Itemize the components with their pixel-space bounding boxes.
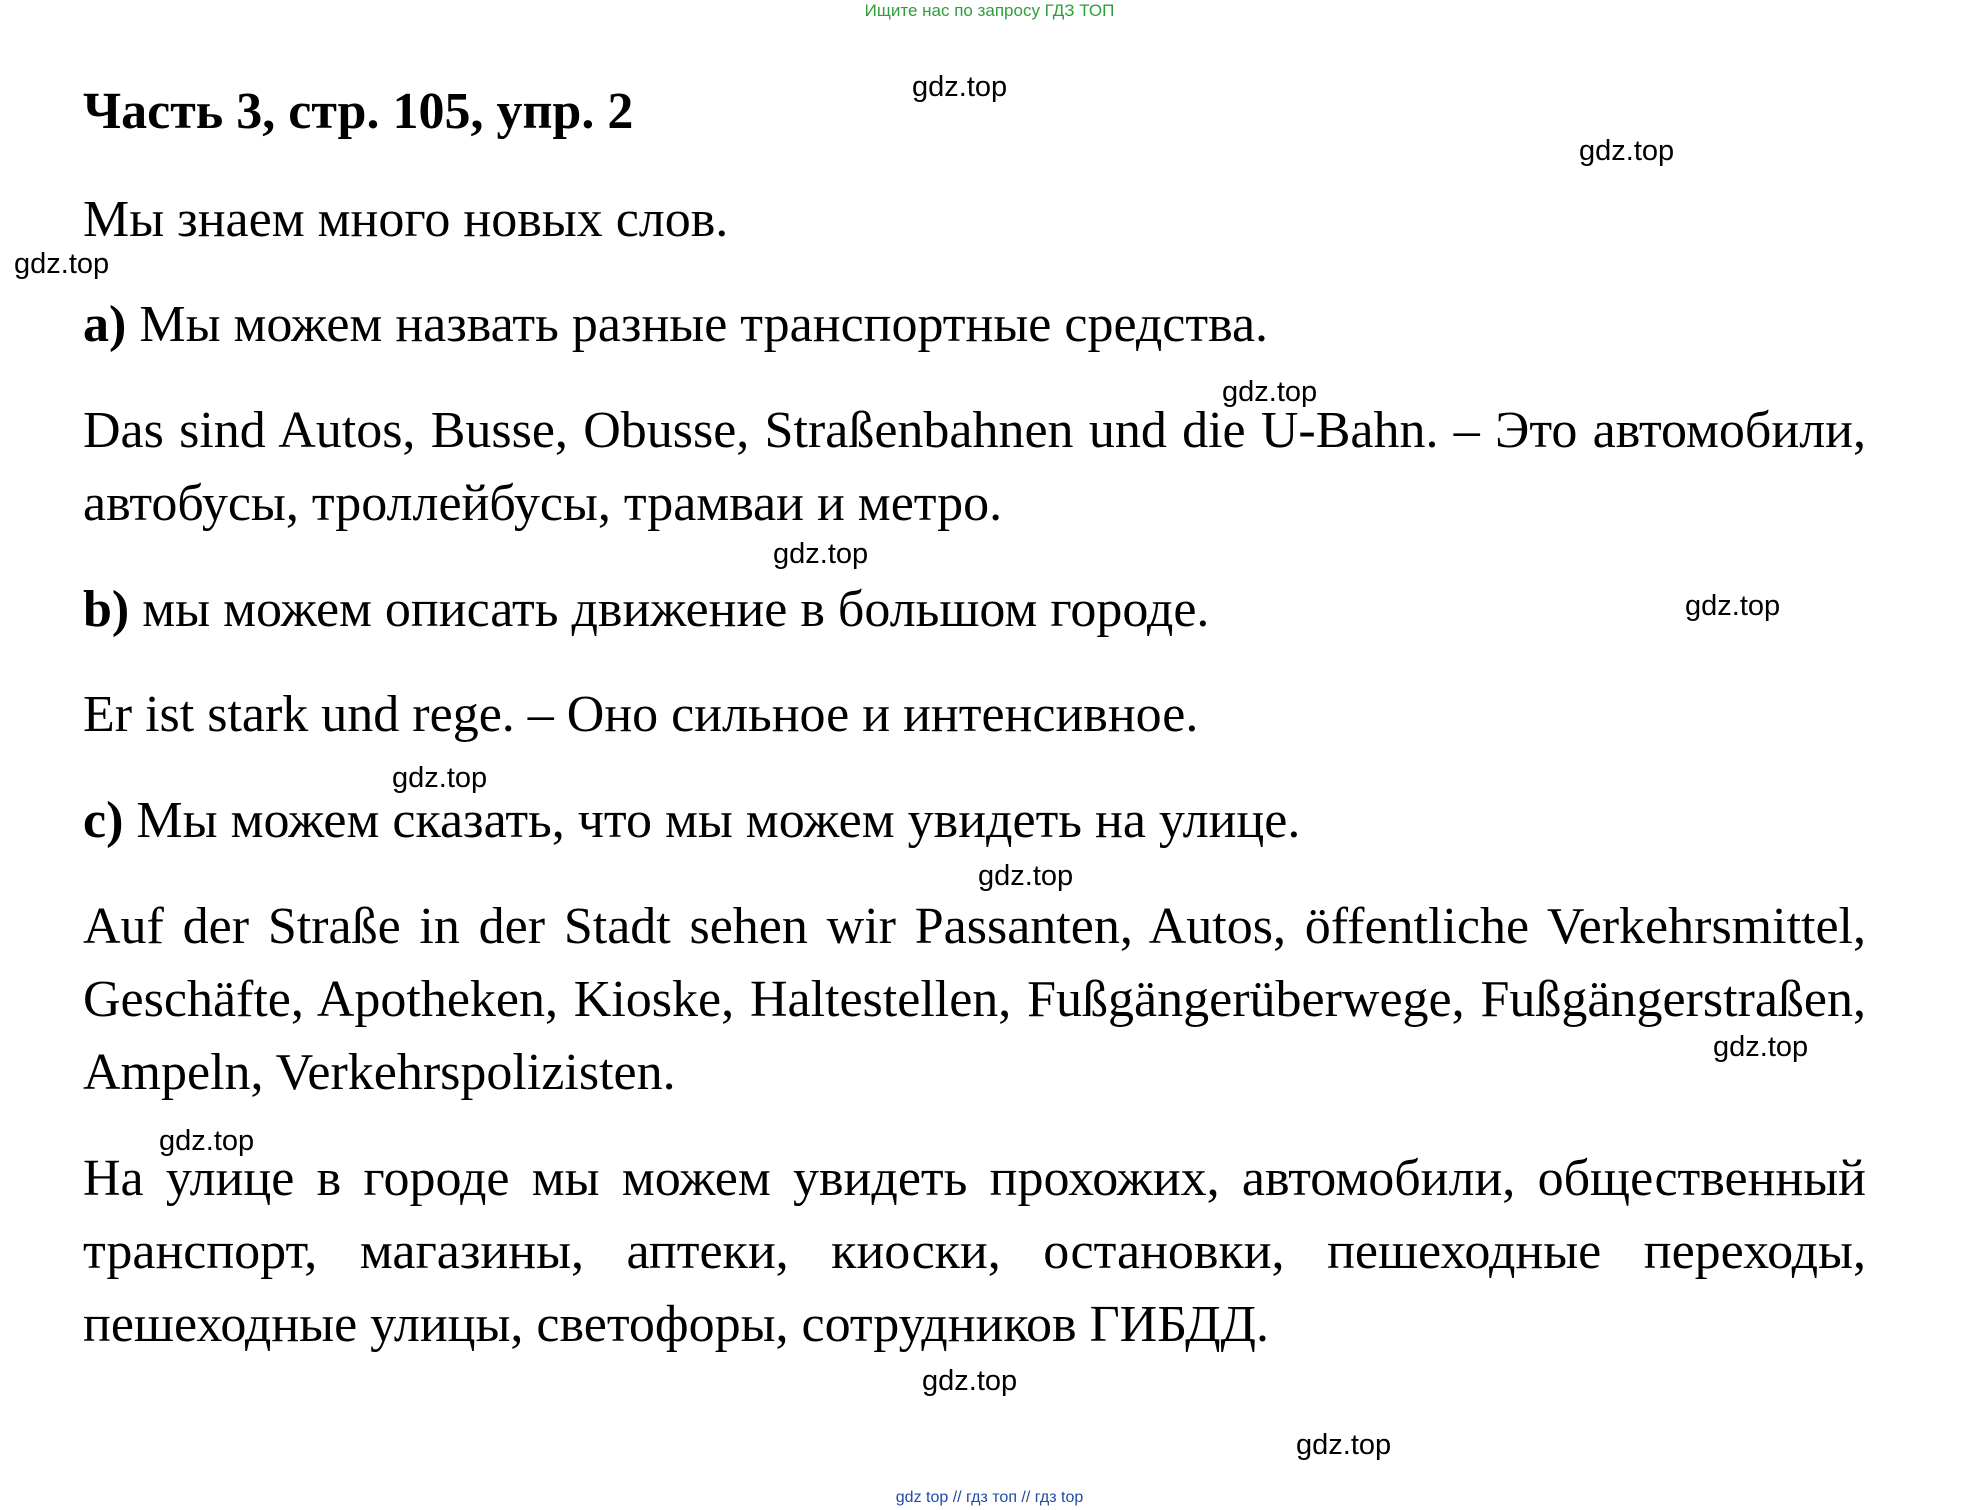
watermark: gdz.top <box>14 248 110 280</box>
footer: gdz top // гдз топ // гдз top <box>895 1489 1084 1506</box>
section-a-task <box>83 288 1866 361</box>
page-title: Часть 3, стр. 105, упр. 2 <box>83 83 634 140</box>
watermark: gdz.top <box>978 860 1074 892</box>
watermark: gdz.top <box>1713 1031 1809 1063</box>
watermark: gdz.top <box>912 71 1008 103</box>
section-c-translation: На улице в городе мы можем увидеть прохожих, автомобили, общественный транспорт, магазины, аптеки, киоски, остановки, пешеходные переходы, пешеходные улицы, светофоры, сотрудников ГИБДД. <box>83 1150 1866 1353</box>
section-b-task-text: мы можем описать движение в большом городе. <box>129 581 1210 638</box>
watermark: gdz.top <box>1685 590 1781 622</box>
watermark: gdz.top <box>1579 135 1675 167</box>
watermark: gdz.top <box>773 538 869 570</box>
section-c-task-text: Мы можем сказать, что мы можем увидеть на улице. <box>123 792 1301 849</box>
section-b-task <box>83 573 1866 646</box>
watermark: gdz.top <box>392 762 488 794</box>
section-c-task <box>83 784 1866 857</box>
intro-text: Мы знаем много новых слов. <box>83 191 729 248</box>
section-c-marker: c) <box>83 792 124 849</box>
top-banner: Ищите нас по запросу ГДЗ ТОП <box>864 1 1115 20</box>
section-a-answer: Das sind Autos, Busse, Obusse, Straßenbahnen und die U-Bahn. – Это автомобили, автобусы, троллейбусы, трамваи и метро. <box>83 402 1866 532</box>
watermark: gdz.top <box>922 1365 1018 1397</box>
section-b-marker: b) <box>83 581 130 638</box>
section-a-task-text: Мы можем назвать разные транспортные средства. <box>126 296 1269 353</box>
section-a-marker: a) <box>83 296 127 353</box>
section-c-answer: Auf der Straße in der Stadt sehen wir Passanten, Autos, öffentliche Verkehrsmittel, Geschäfte, Apotheken, Kioske, Haltestellen, Fußgängerüberwege, Fußgängerstraßen, Ampeln, Verkehrspolizisten. <box>83 898 1866 1101</box>
watermark: gdz.top <box>1296 1429 1392 1461</box>
watermark: gdz.top <box>159 1125 255 1157</box>
section-b-answer: Er ist stark und rege. – Оно сильное и интенсивное. <box>83 686 1199 743</box>
watermark: gdz.top <box>1222 376 1318 408</box>
